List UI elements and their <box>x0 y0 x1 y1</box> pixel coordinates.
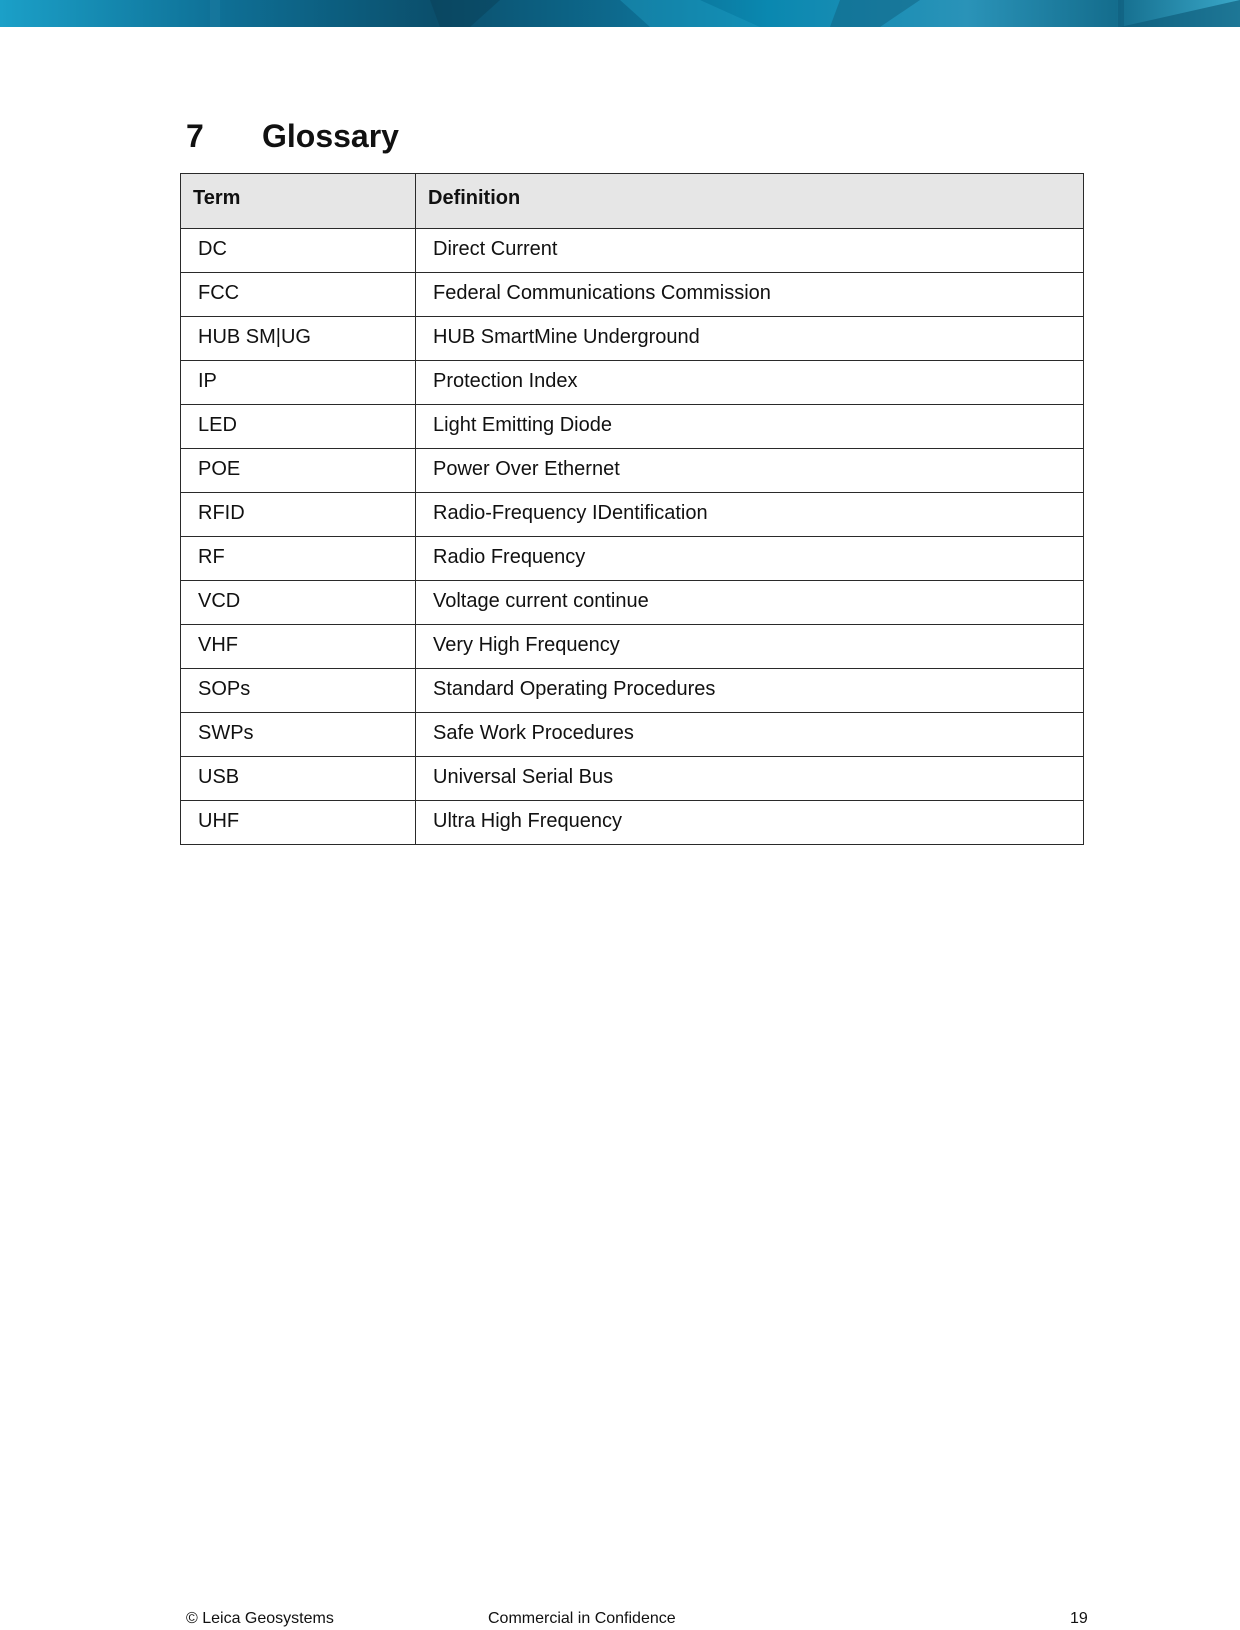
table-row <box>181 713 1084 757</box>
definition-cell: Very High Frequency <box>416 625 1084 669</box>
definition-cell: HUB SmartMine Underground <box>416 317 1084 361</box>
table-row <box>181 229 1084 273</box>
definition-cell: Radio Frequency <box>416 537 1084 581</box>
term-cell: RF <box>181 537 416 581</box>
table-row <box>181 273 1084 317</box>
definition-cell: Ultra High Frequency <box>416 801 1084 845</box>
footer-confidentiality: Commercial in Confidence <box>488 1610 676 1627</box>
term-cell: RFID <box>181 493 416 537</box>
term-cell: LED <box>181 405 416 449</box>
definition-cell: Universal Serial Bus <box>416 757 1084 801</box>
term-cell: VHF <box>181 625 416 669</box>
definition-cell: Radio-Frequency IDentification <box>416 493 1084 537</box>
definition-cell: Federal Communications Commission <box>416 273 1084 317</box>
term-cell: FCC <box>181 273 416 317</box>
footer-page-number: 19 <box>1070 1610 1088 1627</box>
table-row <box>181 757 1084 801</box>
definition-cell: Light Emitting Diode <box>416 405 1084 449</box>
table-header-row <box>181 174 1084 229</box>
glossary-table <box>180 173 1084 845</box>
definition-cell: Protection Index <box>416 361 1084 405</box>
header-banner-graphic <box>0 0 1240 27</box>
definition-cell: Direct Current <box>416 229 1084 273</box>
table-row <box>181 625 1084 669</box>
table-row <box>181 537 1084 581</box>
term-cell: VCD <box>181 581 416 625</box>
table-row <box>181 361 1084 405</box>
section-number: 7 <box>186 118 204 154</box>
table-row <box>181 669 1084 713</box>
table-row <box>181 317 1084 361</box>
header-banner <box>0 0 1240 27</box>
definition-cell: Power Over Ethernet <box>416 449 1084 493</box>
footer-copyright: © Leica Geosystems <box>186 1610 334 1627</box>
section-title: Glossary <box>262 118 399 154</box>
table-row <box>181 581 1084 625</box>
term-cell: DC <box>181 229 416 273</box>
table-row <box>181 493 1084 537</box>
term-cell: SWPs <box>181 713 416 757</box>
definition-cell: Voltage current continue <box>416 581 1084 625</box>
term-cell: UHF <box>181 801 416 845</box>
table-row <box>181 801 1084 845</box>
definition-cell: Standard Operating Procedures <box>416 669 1084 713</box>
definition-column-header: Definition <box>416 174 1084 229</box>
term-column-header: Term <box>181 174 416 229</box>
section-heading <box>186 120 399 152</box>
table-row <box>181 405 1084 449</box>
term-cell: IP <box>181 361 416 405</box>
table-row <box>181 449 1084 493</box>
definition-cell: Safe Work Procedures <box>416 713 1084 757</box>
term-cell: USB <box>181 757 416 801</box>
term-cell: SOPs <box>181 669 416 713</box>
term-cell: HUB SM|UG <box>181 317 416 361</box>
term-cell: POE <box>181 449 416 493</box>
